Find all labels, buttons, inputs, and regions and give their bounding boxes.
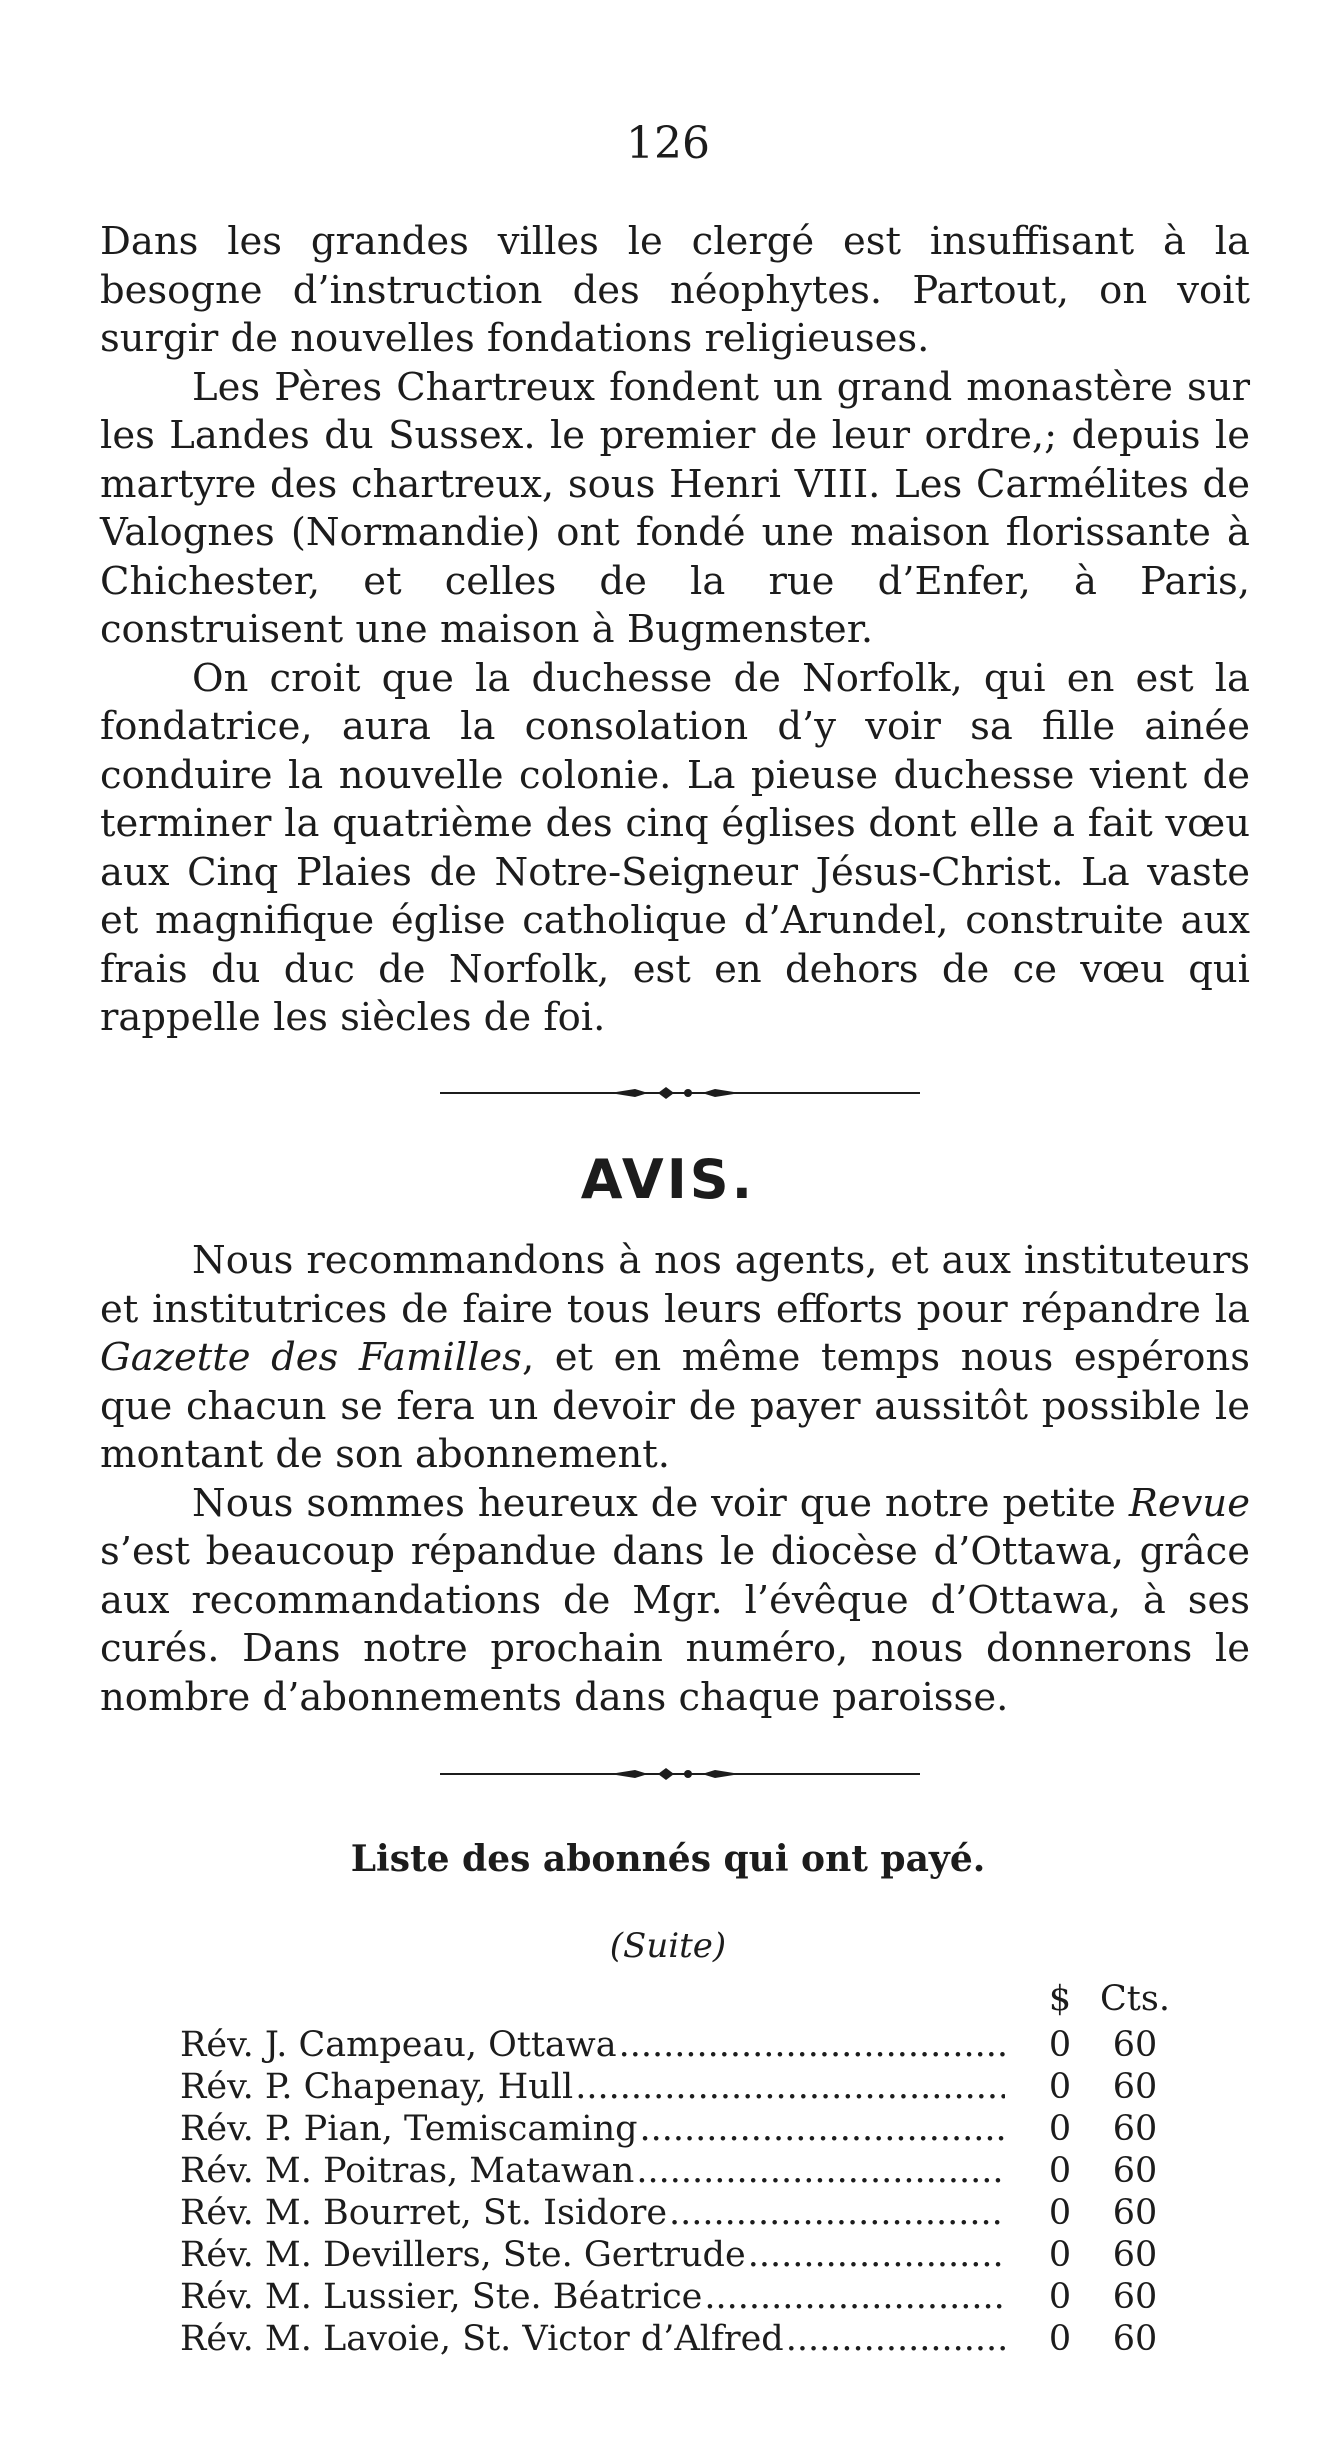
- amount-dollars: 0: [1048, 2025, 1072, 2065]
- amount-cents: 60: [1112, 2277, 1158, 2317]
- table-row: [180, 2066, 1170, 2108]
- subscriber-name: Rév. P. Pian, Temiscaming .....: [180, 2108, 1005, 2150]
- subscriber-name: Rév. M. Bourret, St. Isidore .....: [180, 2192, 1005, 2234]
- table-row: [180, 2024, 1170, 2066]
- amount-cents: 60: [1112, 2109, 1158, 2149]
- amount-cents: 60: [1112, 2067, 1158, 2107]
- amount-cents: 60: [1112, 2151, 1158, 2191]
- table-row: [180, 2276, 1170, 2318]
- avis-section: [100, 1237, 1250, 1722]
- table-row: [180, 2318, 1170, 2360]
- amount-dollars: 0: [1048, 2109, 1072, 2149]
- table-row: [180, 2108, 1170, 2150]
- ornament-divider: [440, 1764, 920, 1784]
- amount-cents: 60: [1112, 2193, 1158, 2233]
- header-cents: Cts.: [1100, 1979, 1170, 2019]
- page-number: 126: [626, 118, 710, 169]
- amount-dollars: 0: [1048, 2235, 1072, 2275]
- avis-paragraph: [100, 1237, 1250, 1480]
- text-run: Nous sommes heureux de voir que notre petite: [192, 1480, 1129, 1526]
- amount-dollars: 0: [1048, 2151, 1072, 2191]
- amount-cents: 60: [1112, 2025, 1158, 2065]
- amount-cents: 60: [1112, 2235, 1158, 2275]
- religious-news-section: [100, 218, 1250, 1043]
- ornament-divider: [440, 1083, 920, 1103]
- amount-dollars: 0: [1048, 2067, 1072, 2107]
- subscriber-list-subtitle: (Suite): [609, 1926, 727, 1966]
- avis-heading: AVIS.: [580, 1148, 756, 1211]
- text-run: s’est beaucoup répandue dans le diocèse d’Ottawa, grâce aux recommandations de Mgr. l’évêque d’Ottawa, à ses curés. Dans notre prochain numéro, nous donnerons le nombre d’abonnements dans chaque paroisse.: [100, 1529, 1250, 1720]
- subscriber-name: Rév. M. Poitras, Matawan .....: [180, 2150, 1005, 2192]
- amount-dollars: 0: [1048, 2193, 1072, 2233]
- subscriber-table: [180, 1978, 1170, 2360]
- subscriber-name: Rév. P. Chapenay, Hull .....: [180, 2066, 1005, 2108]
- header-name-spacer: [180, 1978, 1005, 2020]
- paragraph: On croit que la duchesse de Norfolk, qui en est la fondatrice, aura la consolation d’y voir sa fille ainée conduire la nouvelle colonie. La pieuse duchesse vient de terminer la quatrième des cinq églises dont elle a fait vœu aux Cinq Plaies de Notre-Seigneur Jésus-Christ. La vaste et magnifique église catholique d’Arundel, construite aux frais du duc de Norfolk, est en dehors de ce vœu qui rappelle les siècles de foi.: [100, 655, 1250, 1040]
- publication-title: Revue: [1128, 1480, 1250, 1526]
- table-row: [180, 2192, 1170, 2234]
- subscriber-name: Rév. J. Campeau, Ottawa .....: [180, 2024, 1005, 2066]
- paragraph: Les Pères Chartreux fondent un grand monastère sur les Landes du Sussex. le premier de leur ordre,; depuis le martyre des chartreux, sous Henri VIII. Les Carmélites de Valognes (Normandie) ont fondé une maison florissante à Chichester, et celles de la rue d’Enfer, à Paris, construisent une maison à Bugmenster.: [100, 364, 1250, 652]
- publication-title: Gazette des Familles: [100, 1335, 522, 1380]
- table-row: [180, 2150, 1170, 2192]
- amount-cents: 60: [1112, 2319, 1158, 2359]
- subscriber-list-title: Liste des abonnés qui ont payé.: [350, 1838, 986, 1880]
- text-run: Nous recommandons à nos agents, et aux instituteurs et institutrices de faire tous leurs efforts pour répandre la: [100, 1238, 1250, 1332]
- header-dollars: $: [1048, 1979, 1072, 2019]
- subscriber-name: Rév. M. Lussier, Ste. Béatrice .....: [180, 2276, 1005, 2318]
- avis-paragraph: [100, 1480, 1250, 1723]
- paragraph: Dans les grandes villes le clergé est insuffisant à la besogne d’instruction des néophytes. Partout, on voit surgir de nouvelles fondations religieuses.: [100, 219, 1250, 361]
- amount-dollars: 0: [1048, 2319, 1072, 2359]
- subscriber-name: Rév. M. Lavoie, St. Victor d’Alfred .....: [180, 2318, 1005, 2360]
- text-run: , et en même temps nous espérons que chacun se fera un devoir de payer aussitôt possible le montant de son abonnement.: [100, 1335, 1250, 1477]
- subscriber-name: Rév. M. Devillers, Ste. Gertrude .....: [180, 2234, 1005, 2276]
- amount-dollars: 0: [1048, 2277, 1072, 2317]
- table-header: [180, 1978, 1170, 2024]
- table-row: [180, 2234, 1170, 2276]
